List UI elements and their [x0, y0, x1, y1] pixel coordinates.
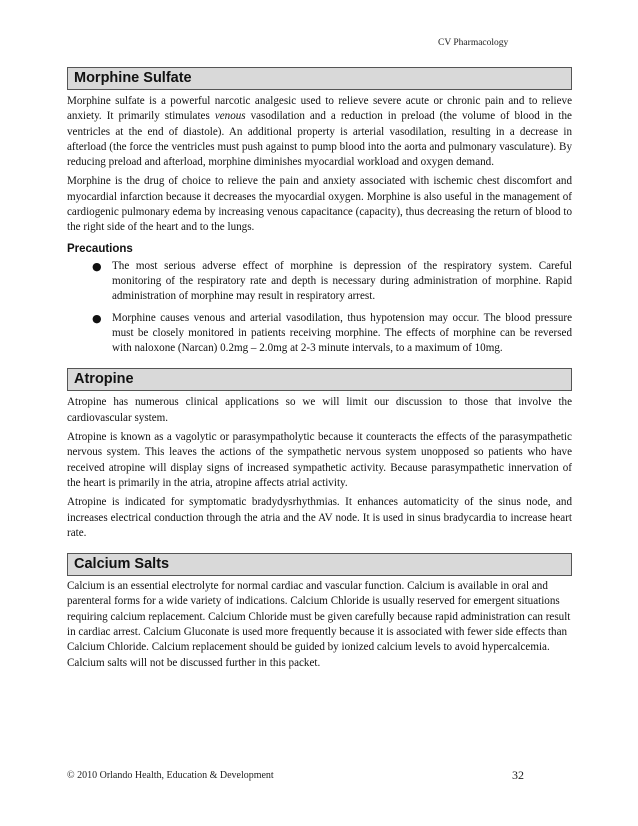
- bullet-icon: ●: [92, 311, 102, 325]
- morphine-p1-part-a: Morphine sulfate is a powerful narcotic analgesic used to relieve severe acute or chronic pain and to relieve anxiety. It primarily stimulates: [67, 95, 572, 123]
- morphine-paragraph-1: [67, 94, 572, 170]
- section-heading-calcium: Calcium Salts: [67, 553, 572, 576]
- morphine-p1-emphasis: venous: [214, 110, 246, 123]
- page-number: 32: [512, 768, 524, 782]
- atropine-paragraph-2: Atropine is known as a vagolytic or parasympatholytic because it counteracts the effects of the parasympathetic nervous system. This leaves the actions of the sympathetic nervous system unopposed so patients who have received atropine will display signs of increased sympathetic activity. Because parasympathetic innervation of the heart is primarily in the atria, atropine affects atrial activity.: [67, 431, 572, 489]
- morphine-p1-part-b: vasodilation and a reduction in preload (the volume of blood in the ventricles at the end of diastole). An additional property is arterial vasodilation, resulting in a decrease in afterload (the force the ventricles must push against to pump blood into the aorta and pulmonary vasculature). By reducing preload and afterload, morphine diminishes myocardial workload and oxygen demand.: [67, 110, 572, 169]
- section-heading-atropine: Atropine: [67, 368, 572, 391]
- precautions-list: [67, 259, 572, 357]
- section-heading-morphine: Morphine Sulfate: [67, 67, 572, 90]
- atropine-paragraph-3: Atropine is indicated for symptomatic bradydysrhythmias. It enhances automaticity of the sinus node, and increases electrical conduction through the atria and the AV node. It is used in sinus bradycardia to increase heart rate.: [67, 496, 572, 539]
- precaution-item: [92, 259, 572, 305]
- precaution-text: Morphine causes venous and arterial vasodilation, thus hypotension may occur. The blood pressure must be closely monitored in patients receiving morphine. The effects of morphine can be reversed with naloxone (Narcan) 0.2mg – 2.0mg at 2-3 minute intervals, to a maximum of 10mg.: [112, 311, 572, 355]
- morphine-paragraph-2: Morphine is the drug of choice to relieve the pain and anxiety associated with ischemic chest discomfort and myocardial infarction because it decreases the myocardial oxygen. Morphine is also useful in the management of cardiogenic pulmonary edema by increasing venous capacitance (capacity), thus decreasing the return of blood to the right side of the heart and to the lungs.: [67, 175, 572, 234]
- bullet-icon: ●: [92, 259, 102, 273]
- precaution-item: [92, 311, 572, 357]
- running-header: CV Pharmacology: [438, 38, 509, 48]
- precaution-text: The most serious adverse effect of morphine is depression of the respiratory system. Careful monitoring of the respiratory rate and depth is necessary during administration of morphine. Rapid administration of morphine may result in respiratory arrest.: [112, 259, 572, 303]
- atropine-paragraph-1: Atropine has numerous clinical applications so we will limit our discussion to those that involve the cardiovascular system.: [67, 396, 572, 424]
- calcium-paragraph-1: Calcium is an essential electrolyte for normal cardiac and vascular function. Calcium is available in oral and parenteral forms for a wide variety of indications. Calcium Chloride is usually reserved for emergent situations requiring calcium replacement. Calcium Chloride must be given carefully because rapid administration can result in cardiac arrest. Calcium Gluconate is used more frequently because it is associated with fewer side effects than Calcium Chloride. Calcium replacement should be guided by ionized calcium levels to avoid hypercalcemia. Calcium salts will not be discussed further in this packet.: [67, 580, 571, 669]
- footer-copyright: © 2010 Orlando Health, Education & Development: [67, 770, 274, 781]
- page-content: [67, 67, 572, 671]
- precautions-heading: Precautions: [67, 242, 133, 255]
